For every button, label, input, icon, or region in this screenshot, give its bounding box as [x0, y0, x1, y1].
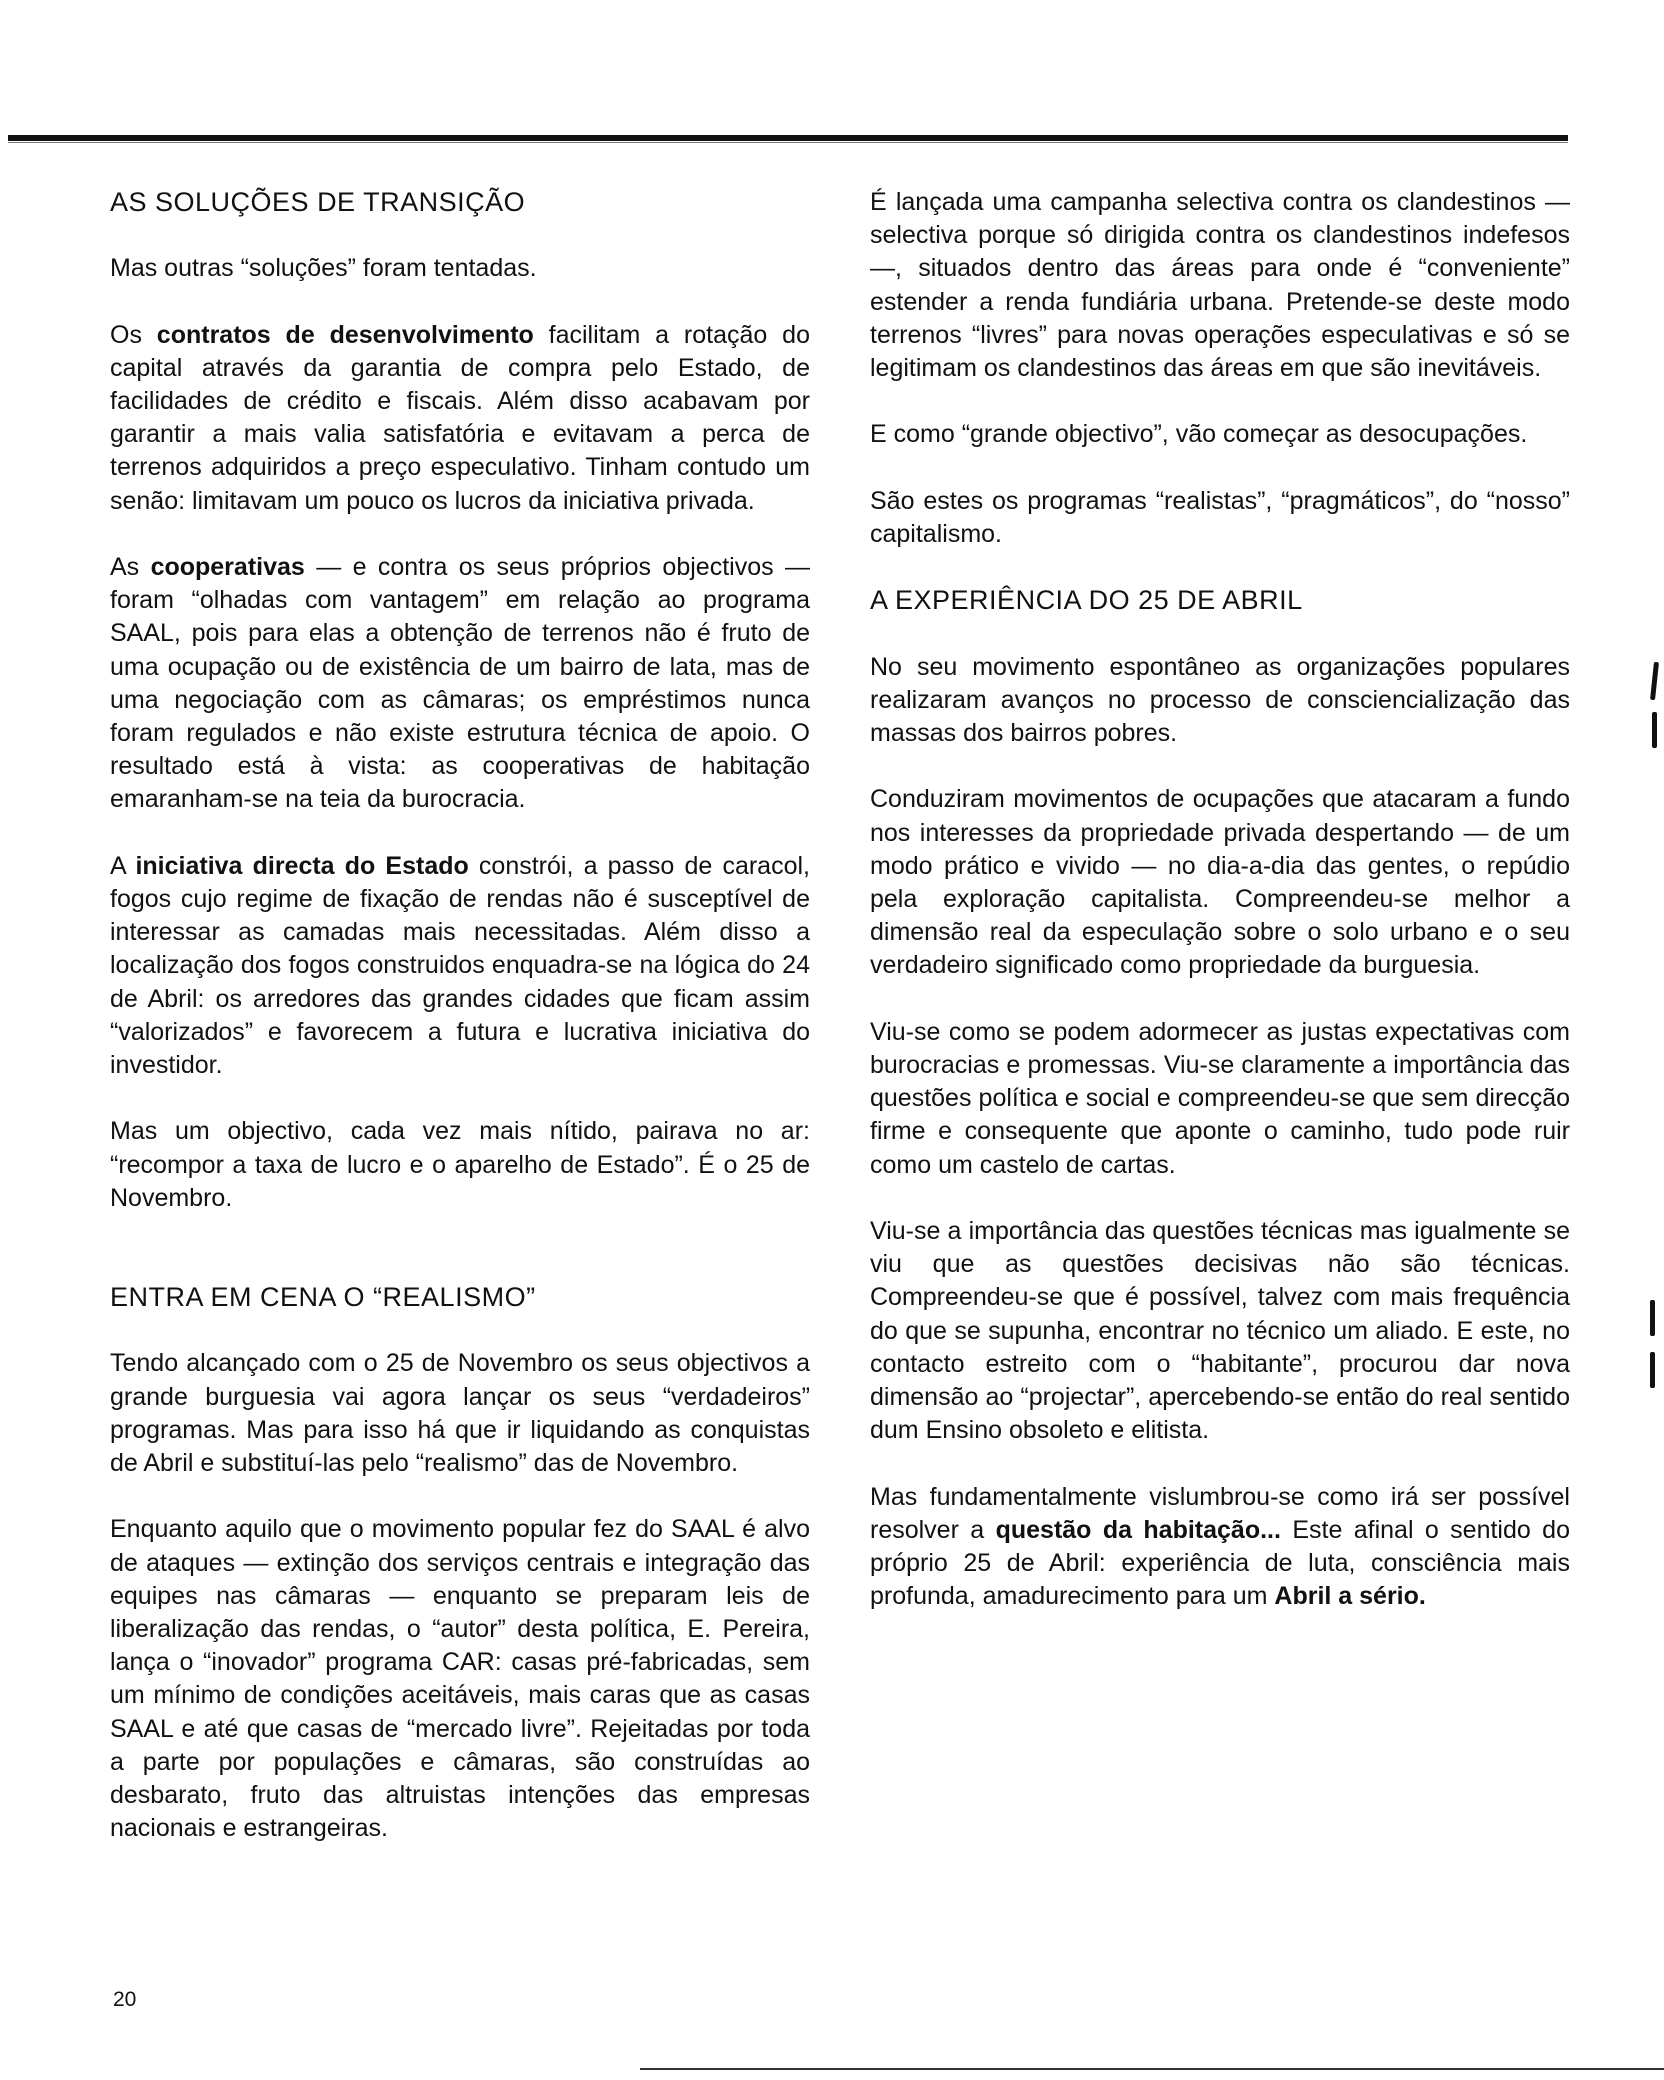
section-heading: A EXPERIÊNCIA DO 25 DE ABRIL: [870, 585, 1303, 616]
paragraph: [870, 1481, 1570, 1614]
section-heading: ENTRA EM CENA O “REALISMO”: [110, 1282, 536, 1313]
paragraph: No seu movimento espontâneo as organizações populares realizaram avanços no processo de consciencialização das massas dos bairros pobres.: [870, 652, 1570, 747]
paragraph-text: constrói, a passo de caracol, fogos cujo regime de fixação de rendas não é susceptível de interessar as camadas mais necessitadas. Além disso a localização dos fogos construidos enquadra-se na lógica do 24 de Abril: os arredores das grandes cidades que ficam assim “valorizados” e favorecem a futura e lucrativa iniciativa do investidor.: [110, 851, 810, 1080]
emphasis-text: contratos de desenvolvimento: [156, 320, 534, 349]
left-column: [110, 186, 810, 1879]
margin-mark: [1650, 1352, 1655, 1388]
paragraph: Viu-se a importância das questões técnicas mas igualmente se viu que as questões decisivas não são técnicas. Compreendeu-se que é possível, talvez com mais frequência do que se supunha, encontrar no técnico um aliado. E este, no contacto estreito com o “habitante”, procurou dar nova dimensão ao “projectar”, apercebendo-se então do real sentido dum Ensino obsoleto e elitista.: [870, 1217, 1570, 1445]
paragraph: [110, 319, 810, 518]
emphasis-text: Abril a sério.: [1274, 1582, 1426, 1611]
section-heading: AS SOLUÇÕES DE TRANSIÇÃO: [110, 187, 526, 217]
paragraph: São estes os programas “realistas”, “pragmáticos”, do “nosso” capitalismo.: [870, 486, 1570, 548]
emphasis-text: iniciativa directa do Estado: [135, 851, 469, 880]
top-rule-thin: [8, 142, 1568, 143]
paragraph: É lançada uma campanha selectiva contra os clandestinos — selectiva porque só dirigida contra os clandestinos indefesos —, situados dentro das áreas para onde é “conveniente” estender a renda fundiária urbana. Pretende-se deste modo terrenos “livres” para novas operações especulativas e só se legitimam os clandestinos das áreas em que são inevitáveis.: [870, 188, 1570, 383]
paragraph-text: As: [110, 553, 151, 581]
paragraph: Mas outras “soluções” foram tentadas.: [110, 254, 537, 283]
paragraph-text: Mas fundamentalmente vislumbrou-se como irá ser possível resolver a: [870, 1482, 1570, 1544]
section-spacer: [110, 1248, 810, 1281]
page-number: 20: [113, 1988, 137, 2011]
paragraph: [110, 551, 810, 817]
emphasis-text: questão da habitação...: [995, 1515, 1281, 1544]
margin-mark: [1650, 662, 1659, 700]
paragraph: Mas um objectivo, cada vez mais nítido, pairava no ar: “recompor a taxa de lucro e o aparelho de Estado”. É o 25 de Novembro.: [110, 1117, 810, 1212]
paragraph: Conduziram movimentos de ocupações que atacaram a fundo nos interesses da propriedade privada despertando — de um modo prático e vivido — no dia-a-dia das gentes, o repúdio pela exploração capitalista. Compreendeu-se melhor a dimensão real da especulação sobre o solo urbano e o seu verdadeiro significado como propriedade da burguesia.: [870, 785, 1570, 980]
paragraph-text: Este afinal o sentido do próprio 25 de Abril: experiência de luta, consciência mais profunda, amadurecimento para um: [870, 1515, 1570, 1611]
right-column: [870, 186, 1570, 1647]
paragraph-text: facilitam a rotação do capital através da garantia de compra pelo Estado, de facilidades de crédito e fiscais. Além disso acabavam por garantir a mais valia satisfatória e evitavam a perca de terrenos adquiridos a preço especulativo. Tinham contudo um senão: limitavam um pouco os lucros da iniciativa privada.: [110, 320, 810, 515]
paragraph-text: A: [110, 851, 136, 880]
margin-mark: [1652, 712, 1657, 748]
margin-mark: [1650, 1300, 1655, 1336]
bottom-rule: [640, 2068, 1664, 2070]
paragraph-text: Os: [110, 320, 157, 349]
paragraph: Tendo alcançado com o 25 de Novembro os seus objectivos a grande burguesia vai agora lançar os seus “verdadeiros” programas. Mas para isso há que ir liquidando as conquistas de Abril e substituí-las pelo “realismo” das de Novembro.: [110, 1349, 810, 1478]
paragraph: E como “grande objectivo”, vão começar as desocupações.: [870, 420, 1528, 449]
emphasis-text: cooperativas: [150, 553, 305, 581]
paragraph-text: — e contra os seus próprios objectivos — foram “olhadas com vantagem” em relação ao programa SAAL, pois para elas a obtenção de terrenos não é fruto de uma ocupação ou de existência de um bairro de lata, mas de uma negociação com as câmaras; os empréstimos nunca foram regulados e não existe estrutura técnica de apoio. O resultado está à vista: as cooperativas de habitação emaranham-se na teia da burocracia.: [110, 553, 810, 814]
paragraph: [110, 850, 810, 1082]
paragraph: Viu-se como se podem adormecer as justas expectativas com burocracias e promessas. Viu-se claramente a importância das questões política e social e compreendeu-se que sem direcção firme e consequente que aponte o caminho, tudo pode ruir como um castelo de cartas.: [870, 1017, 1570, 1179]
top-rule: [8, 135, 1568, 141]
paragraph: Enquanto aquilo que o movimento popular fez do SAAL é alvo de ataques — extinção dos serviços centrais e integração das equipes nas câmaras — enquanto se preparam leis de liberalização das rendas, o “autor” desta política, E. Pereira, lança o “inovador” programa CAR: casas pré-fabricadas, sem um mínimo de condições aceitáveis, mais caras que as casas SAAL e até que casas de “mercado livre”. Rejeitadas por toda a parte por populações e câmaras, são construídas ao desbarato, fruto das altruistas intenções das empresas nacionais e estrangeiras.: [110, 1515, 810, 1843]
